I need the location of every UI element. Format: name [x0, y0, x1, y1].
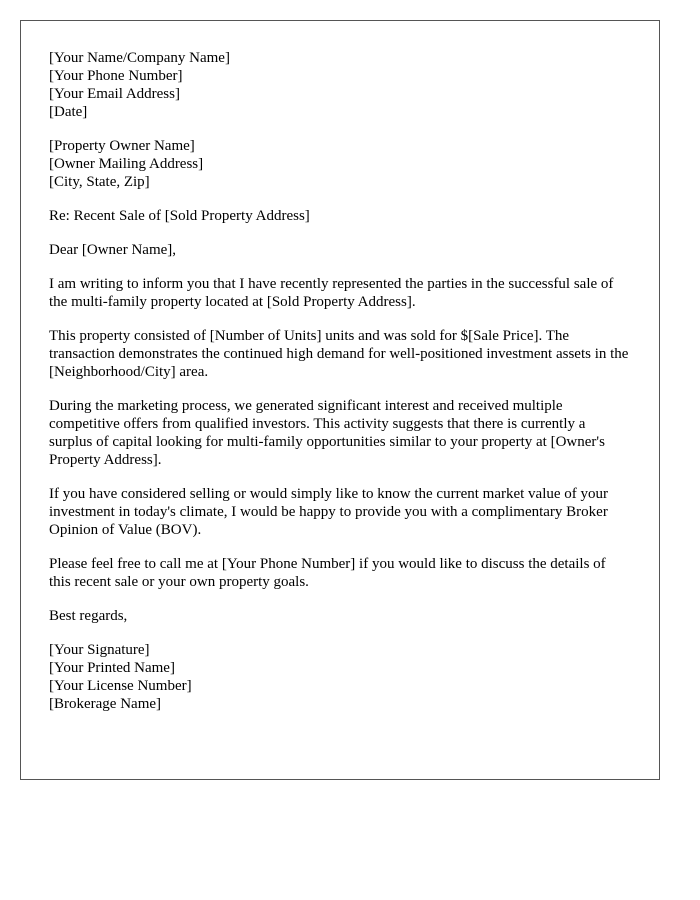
body-paragraph-1: I am writing to inform you that I have recently represented the parties in the successful sale of the multi-family property located at [Sold Property Address]. [49, 276, 614, 310]
letter-date: [Date] [49, 104, 88, 120]
salutation: Dear [Owner Name], [49, 242, 177, 258]
recipient-city-state-zip: [City, State, Zip] [49, 174, 150, 190]
sender-name: [Your Name/Company Name] [49, 50, 230, 66]
signature-line: [Your Signature] [49, 642, 150, 658]
body-paragraph-4: If you have considered selling or would simply like to know the current market value of your investment in today's climate, I would be happy to provide you with a complimentary Broker Opinion of Value (BOV). [49, 486, 609, 538]
sender-phone: [Your Phone Number] [49, 68, 183, 84]
sender-email: [Your Email Address] [49, 86, 180, 102]
subject-line: Re: Recent Sale of [Sold Property Address] [49, 208, 310, 224]
license-number: [Your License Number] [49, 678, 192, 694]
sender-block [49, 49, 631, 121]
brokerage-name: [Brokerage Name] [49, 696, 162, 712]
body-paragraph-2: This property consisted of [Number of Units] units and was sold for $[Sale Price]. The transaction demonstrates the continued high demand for well-positioned investment assets in the [Neighborhood/City] area. [49, 328, 629, 380]
recipient-block [49, 137, 631, 191]
signature-block [49, 641, 631, 713]
body-paragraph-3: During the marketing process, we generated significant interest and received multiple competitive offers from qualified investors. This activity suggests that there is currently a surplus of capital looking for multi-family opportunities similar to your property at [Owner's Property Address]. [49, 398, 605, 468]
recipient-address: [Owner Mailing Address] [49, 156, 204, 172]
body-paragraph-5: Please feel free to call me at [Your Phone Number] if you would like to discuss the details of this recent sale or your own property goals. [49, 556, 606, 590]
letter-document [20, 20, 660, 780]
printed-name: [Your Printed Name] [49, 660, 175, 676]
recipient-name: [Property Owner Name] [49, 138, 195, 154]
closing: Best regards, [49, 608, 128, 624]
